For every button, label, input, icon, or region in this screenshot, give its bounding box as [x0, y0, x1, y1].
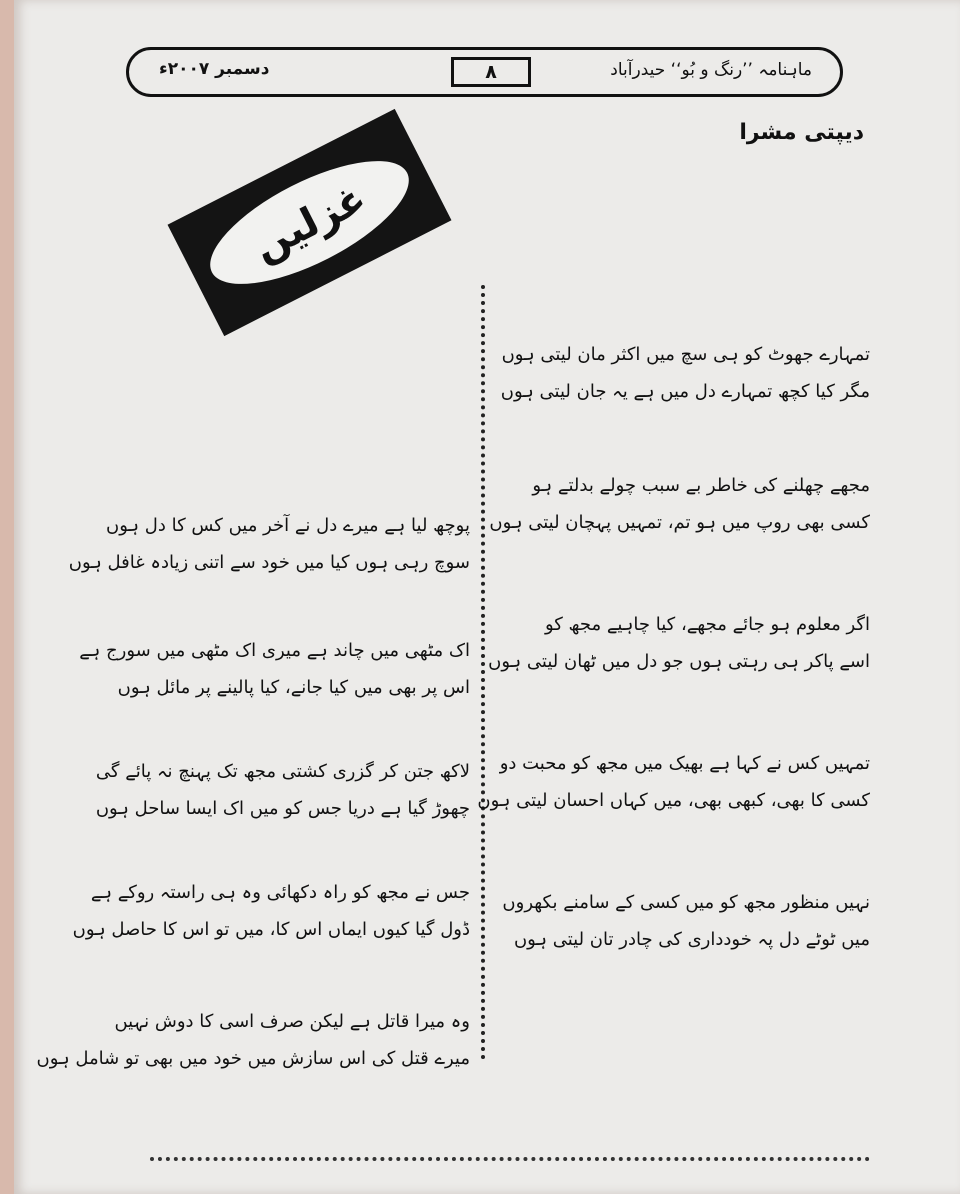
column-divider: [481, 285, 485, 1060]
verse-line: چھوڑ گیا ہے دریا جس کو میں اک ایسا ساحل ہوں: [95, 798, 470, 819]
verse-line: تمہیں کس نے کہا ہے بھیک میں مجھ کو محبت دو: [499, 753, 870, 774]
verse-line: اک مٹھی میں چاند ہے میری اک مٹھی میں سورج ہے: [79, 640, 470, 661]
page-header: [126, 47, 843, 97]
bottom-dotted-rule: [150, 1157, 870, 1161]
verse-line: میں ٹوٹے دل پہ خودداری کی چادر تان لیتی ہوں: [513, 929, 870, 950]
couplet: [502, 884, 870, 958]
couplet: [501, 336, 870, 410]
verse-line: ڈول گیا کیوں ایماں اس کا، میں تو اس کا حاصل ہوں: [72, 919, 470, 940]
verse-line: وہ میرا قاتل ہے لیکن صرف اسی کا دوش نہیں: [114, 1011, 470, 1032]
couplet: [96, 753, 470, 827]
verse-line: تمہارے جھوٹ کو ہی سچ میں اکثر مان لیتی ہوں: [501, 344, 870, 365]
verse-line: کسی کا بھی، کبھی بھی، میں کہاں احسان لیتی ہوں: [477, 790, 870, 811]
verse-line: جس نے مجھ کو راہ دکھائی وہ ہی راستہ روکے ہے: [90, 882, 470, 903]
publication-name: ماہنامہ ’’رنگ و بُو‘‘ حیدرآباد: [610, 60, 812, 80]
title-badge-text: غزلیں: [194, 137, 426, 309]
verse-line: میرے قتل کی اس سازش میں خود میں بھی تو شامل ہوں: [36, 1048, 470, 1069]
verse-line: اس پر بھی میں کیا جانے، کیا پالینے پر مائل ہوں: [117, 677, 470, 698]
couplet: [477, 745, 870, 819]
verse-line: مجھے چھلنے کی خاطر بے سبب چولے بدلتے ہو: [532, 475, 870, 496]
couplet: [488, 606, 870, 680]
verse-line: سوچ رہی ہوں کیا میں خود سے اتنی زیادہ غافل ہوں: [68, 552, 470, 573]
couplet: [37, 1003, 470, 1077]
verse-line: پوچھ لیا ہے میرے دل نے آخر میں کس کا دل ہوں: [105, 515, 470, 536]
verse-line: اگر معلوم ہو جائے مجھے، کیا چاہیے مجھ کو: [544, 614, 870, 635]
couplet: [489, 467, 870, 541]
page-number: ۸: [451, 57, 531, 87]
verse-line: لاکھ جتن کر گزری کشتی مجھ تک پہنچ نہ پائے گی: [95, 761, 470, 782]
issue-date: دسمبر ۲۰۰۷ء: [159, 59, 270, 79]
verse-line: اسے پاکر ہی رہتی ہوں جو دل میں ٹھان لیتی ہوں: [488, 651, 870, 672]
couplet: [69, 507, 470, 581]
verse-line: نہیں منظور مجھ کو میں کسی کے سامنے بکھروں: [502, 892, 870, 913]
couplet: [79, 632, 470, 706]
poet-name: دیپتی مشرا: [739, 120, 864, 145]
verse-line: مگر کیا کچھ تمہارے دل میں ہے یہ جان لیتی ہوں: [500, 381, 870, 402]
verse-line: کسی بھی روپ میں ہو تم، تمہیں پہچان لیتی ہوں: [489, 512, 870, 533]
page-edge: [0, 0, 14, 1194]
couplet: [73, 874, 470, 948]
